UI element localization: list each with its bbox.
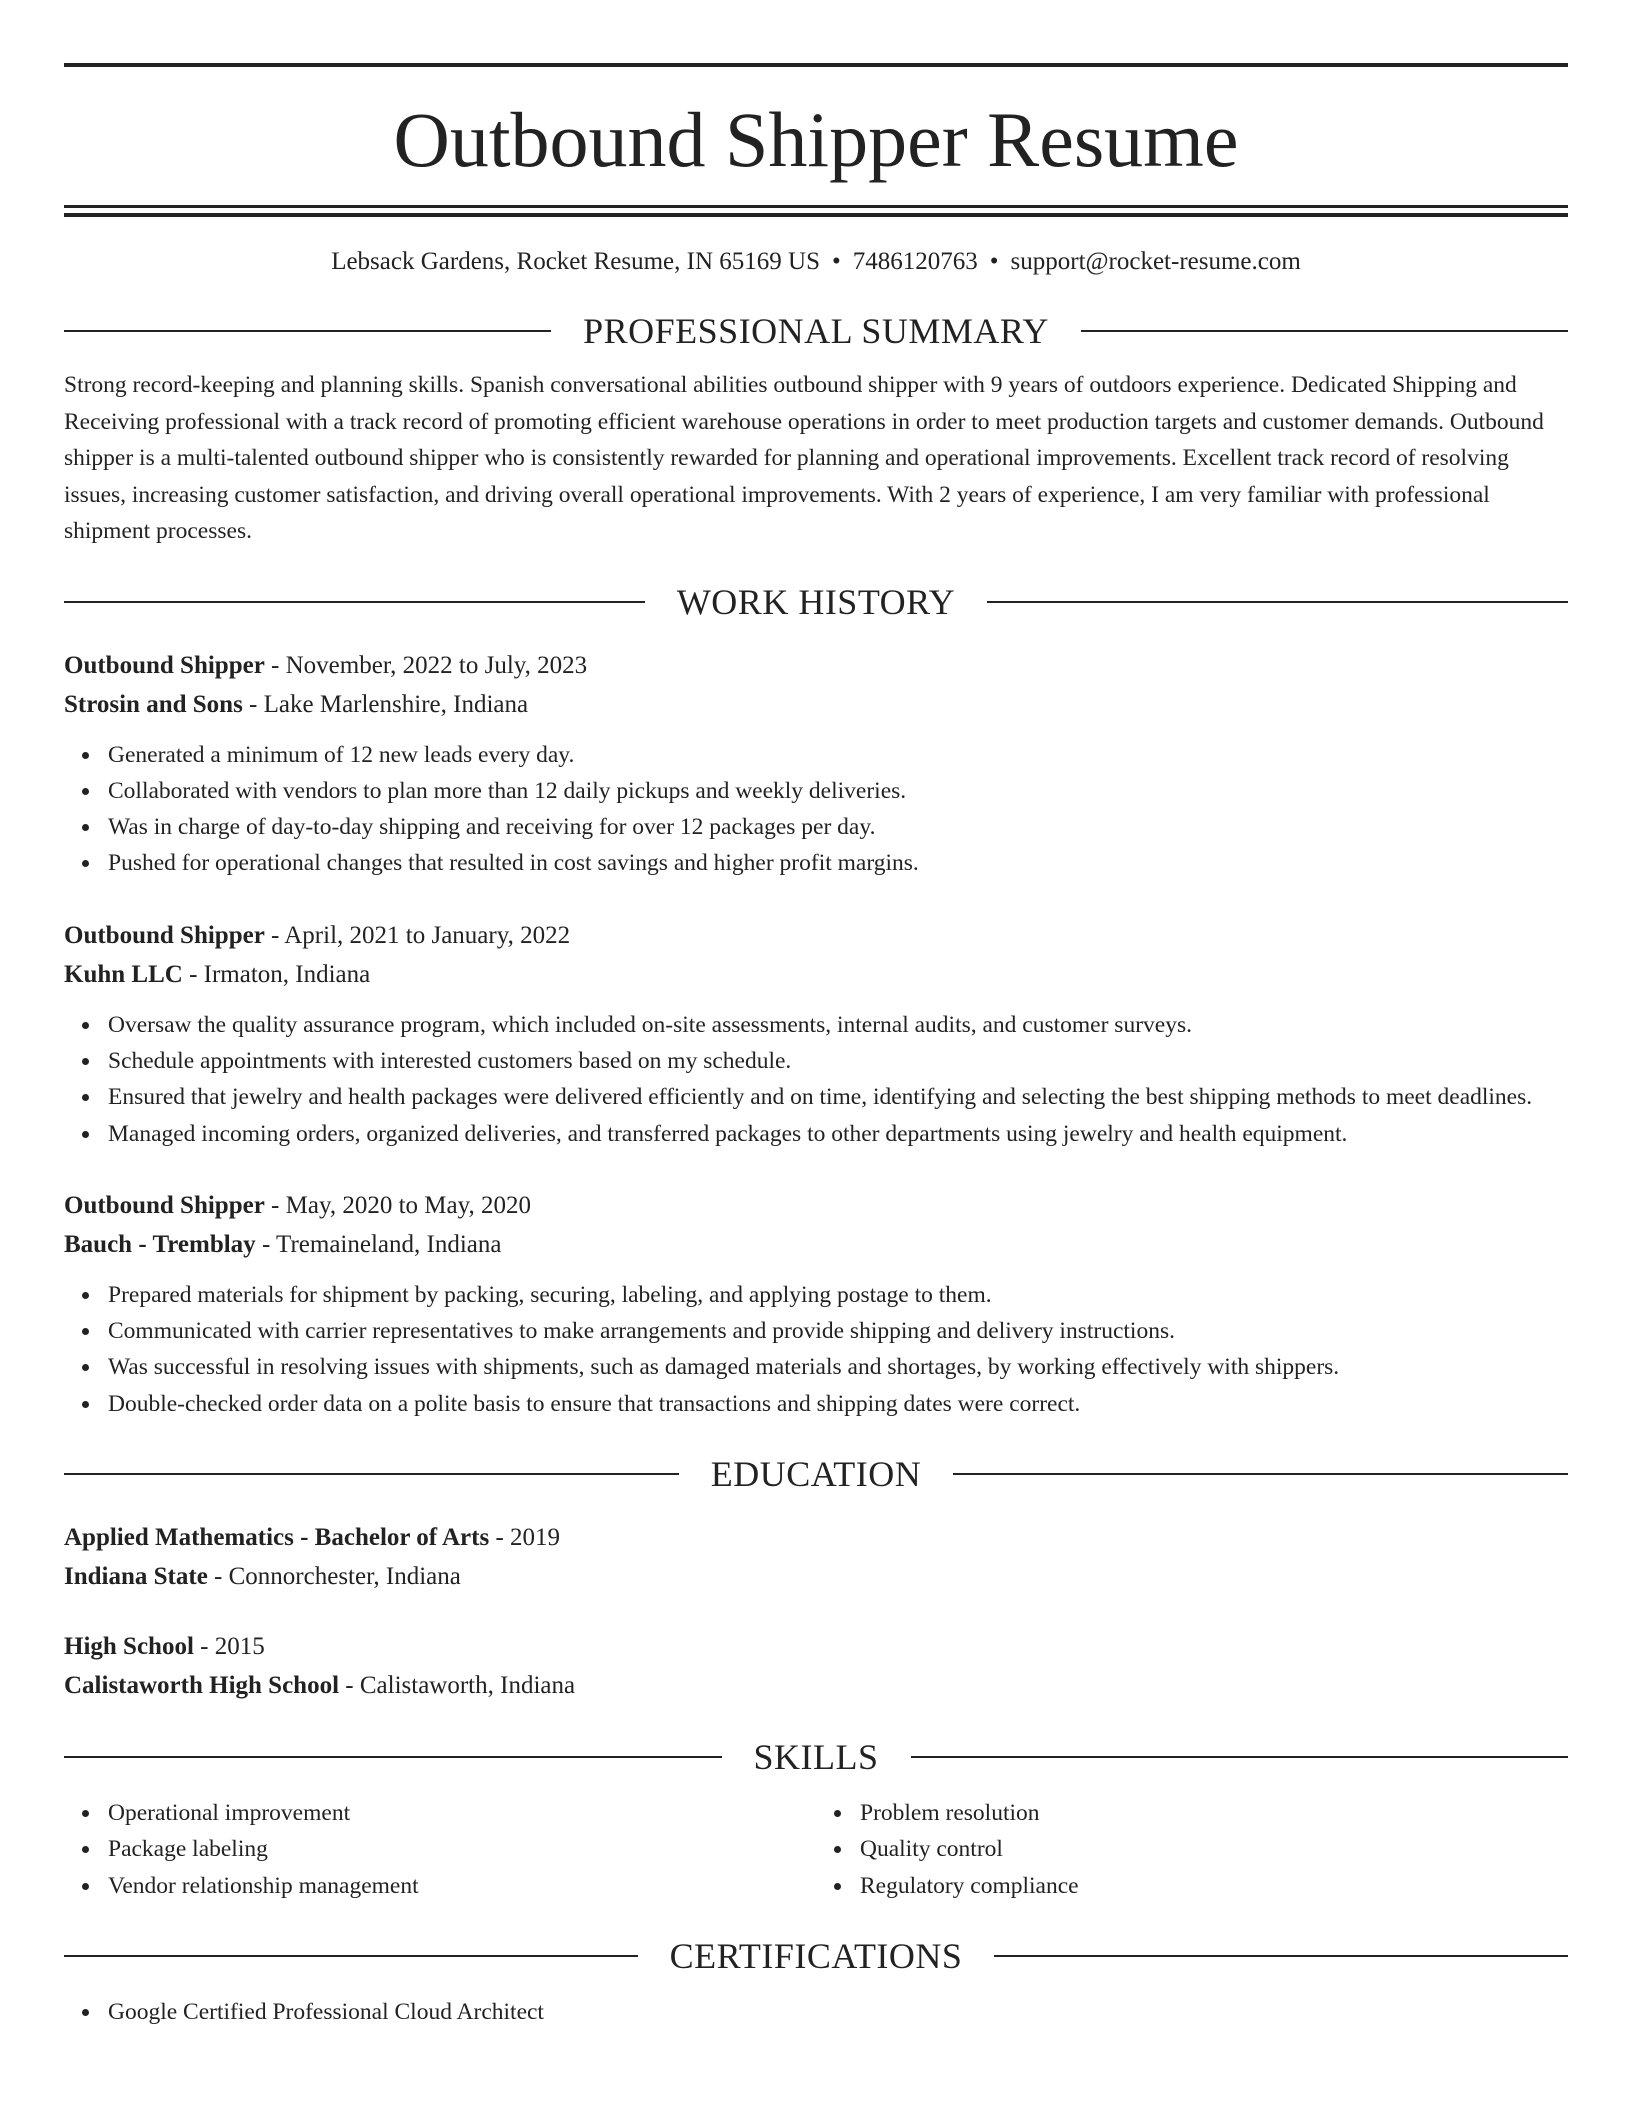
job-dates: - May, 2020 to May, 2020 bbox=[264, 1191, 531, 1219]
job-company: Strosin and Sons bbox=[64, 690, 243, 718]
list-item: Double-checked order data on a polite basis to ensure that transactions and shipping dates were correct. bbox=[108, 1386, 1568, 1422]
section-title: PROFESSIONAL SUMMARY bbox=[583, 311, 1049, 351]
job-location: - Lake Marlenshire, Indiana bbox=[242, 690, 529, 718]
contact-email: support@rocket-resume.com bbox=[1010, 248, 1301, 275]
section-heading-skills bbox=[64, 1735, 1568, 1779]
certifications-block bbox=[64, 1994, 1568, 2030]
divider-line bbox=[64, 1756, 722, 1758]
education-degree-line bbox=[64, 1518, 1568, 1557]
education-school: Indiana State bbox=[64, 1563, 208, 1591]
skills-columns bbox=[64, 1795, 1568, 1904]
list-item: Collaborated with vendors to plan more than 12 daily pickups and weekly deliveries. bbox=[108, 773, 1568, 809]
job-title-line bbox=[64, 916, 1568, 955]
summary-text: Strong record-keeping and planning skills. Spanish conversational abilities outbound shipper with 9 years of outdoors experience. Dedicated Shipping and Receiving professional with a track record of promoting efficient warehouse operations in order to meet production targets and customer demands. Outbound shipper is a multi-talented outbound shipper who is consistently rewarded for planning and operational improvements. Excellent track record of resolving issues, increasing customer satisfaction, and driving overall operational improvements. With 2 years of experience, I am very familiar with professional shipment processes. bbox=[64, 372, 1544, 544]
divider-line bbox=[994, 1955, 1568, 1957]
contact-phone: 7486120763 bbox=[852, 248, 978, 275]
education-school-line bbox=[64, 1557, 1568, 1596]
list-item: Pushed for operational changes that resulted in cost savings and higher profit margins. bbox=[108, 845, 1568, 881]
resume-page bbox=[64, 63, 1568, 2030]
divider-line bbox=[64, 1955, 638, 1957]
education-degree: High School bbox=[64, 1633, 194, 1661]
page-title: Outbound Shipper Resume bbox=[393, 96, 1239, 183]
top-rule bbox=[64, 63, 1568, 67]
education-school: Calistaworth High School bbox=[64, 1672, 340, 1700]
list-item: Quality control bbox=[860, 1831, 1568, 1867]
job-company-line bbox=[64, 955, 1568, 994]
title-double-rule bbox=[64, 205, 1568, 217]
list-item: Generated a minimum of 12 new leads every day. bbox=[108, 737, 1568, 773]
section-title: SKILLS bbox=[753, 1737, 879, 1778]
job-entry bbox=[64, 1186, 1568, 1422]
education-degree-line bbox=[64, 1627, 1568, 1666]
divider-line bbox=[1081, 330, 1568, 332]
job-title: Outbound Shipper bbox=[64, 1191, 265, 1219]
education-degree: Applied Mathematics - Bachelor of Arts bbox=[64, 1524, 490, 1552]
list-item: Ensured that jewelry and health packages were delivered efficiently and on time, identifying and selecting the best shipping methods to meet deadlines. bbox=[108, 1079, 1568, 1115]
education-entry bbox=[64, 1518, 1568, 1596]
job-company-line bbox=[64, 685, 1568, 724]
contact-separator: • bbox=[989, 248, 999, 275]
divider-line bbox=[64, 601, 645, 603]
section-title: EDUCATION bbox=[710, 1454, 922, 1495]
job-location: - Tremaineland, Indiana bbox=[255, 1230, 502, 1258]
section-heading-summary bbox=[64, 309, 1568, 353]
job-title: Outbound Shipper bbox=[64, 921, 265, 949]
education-entry bbox=[64, 1627, 1568, 1705]
job-title-line bbox=[64, 1186, 1568, 1225]
divider-line bbox=[987, 601, 1568, 603]
list-item: Managed incoming orders, organized deliveries, and transferred packages to other departments using jewelry and health equipment. bbox=[108, 1116, 1568, 1152]
job-company-line bbox=[64, 1225, 1568, 1264]
section-title: CERTIFICATIONS bbox=[669, 1935, 963, 1976]
list-item: Was in charge of day-to-day shipping and receiving for over 12 packages per day. bbox=[108, 809, 1568, 845]
list-item: Communicated with carrier representatives to make arrangements and provide shipping and delivery instructions. bbox=[108, 1313, 1568, 1349]
list-item: Operational improvement bbox=[108, 1795, 816, 1831]
list-item: Prepared materials for shipment by packing, securing, labeling, and applying postage to them. bbox=[108, 1277, 1568, 1313]
list-item: Schedule appointments with interested customers based on my schedule. bbox=[108, 1043, 1568, 1079]
certifications-list bbox=[64, 1994, 1568, 2030]
divider-line bbox=[911, 1756, 1569, 1758]
job-location: - Irmaton, Indiana bbox=[182, 960, 371, 988]
job-dates: - November, 2022 to July, 2023 bbox=[264, 651, 588, 679]
list-item: Vendor relationship management bbox=[108, 1868, 816, 1904]
list-item: Google Certified Professional Cloud Architect bbox=[108, 1994, 1568, 2030]
section-heading-education bbox=[64, 1452, 1568, 1496]
list-item: Problem resolution bbox=[860, 1795, 1568, 1831]
skills-list-right bbox=[816, 1795, 1568, 1904]
education-school-line bbox=[64, 1666, 1568, 1705]
education-year: - 2019 bbox=[489, 1524, 561, 1552]
job-title: Outbound Shipper bbox=[64, 651, 265, 679]
job-company: Kuhn LLC bbox=[64, 960, 183, 988]
education-location: - Calistaworth, Indiana bbox=[339, 1672, 576, 1700]
job-bullets bbox=[64, 1007, 1568, 1152]
job-entry bbox=[64, 916, 1568, 1152]
divider-line bbox=[64, 330, 551, 332]
contact-address: Lebsack Gardens, Rocket Resume, IN 65169 US bbox=[331, 248, 820, 275]
job-bullets bbox=[64, 1277, 1568, 1422]
contact-separator: • bbox=[831, 248, 841, 275]
job-company: Bauch - Tremblay bbox=[64, 1230, 256, 1258]
education-location: - Connorchester, Indiana bbox=[207, 1563, 461, 1591]
divider-line bbox=[953, 1473, 1568, 1475]
section-heading-certifications bbox=[64, 1934, 1568, 1978]
contact-line bbox=[64, 245, 1568, 279]
list-item: Oversaw the quality assurance program, which included on-site assessments, internal audits, and customer surveys. bbox=[108, 1007, 1568, 1043]
list-item: Package labeling bbox=[108, 1831, 816, 1867]
job-dates: - April, 2021 to January, 2022 bbox=[264, 921, 571, 949]
job-entry bbox=[64, 646, 1568, 882]
list-item: Was successful in resolving issues with shipments, such as damaged materials and shortages, by working effectively with shippers. bbox=[108, 1349, 1568, 1385]
list-item: Regulatory compliance bbox=[860, 1868, 1568, 1904]
job-title-line bbox=[64, 646, 1568, 685]
section-heading-work-history bbox=[64, 580, 1568, 624]
divider-line bbox=[64, 1473, 679, 1475]
skills-list-left bbox=[64, 1795, 816, 1904]
education-year: - 2015 bbox=[193, 1633, 265, 1661]
section-title: WORK HISTORY bbox=[676, 581, 956, 622]
job-bullets bbox=[64, 737, 1568, 882]
